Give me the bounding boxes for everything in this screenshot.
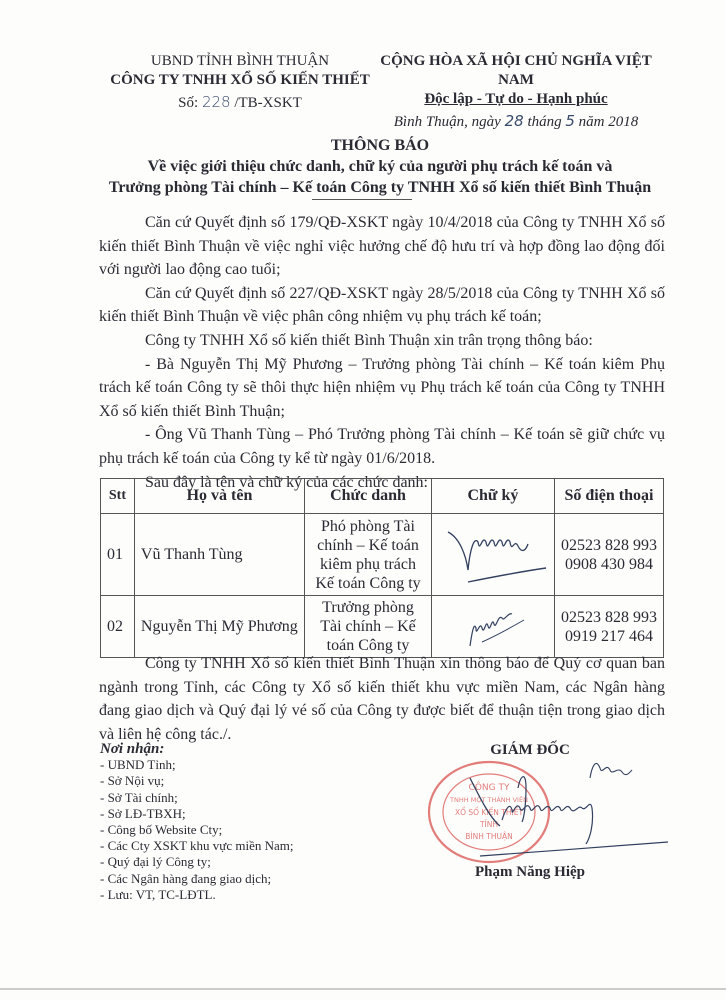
paragraph: - Ông Vũ Thanh Tùng – Phó Trưởng phòng Tài chính – Kế toán sẽ giữ chức vụ phụ trách kế toán của Công ty kể từ ngày 01/6/2018. bbox=[99, 426, 665, 467]
closing-text bbox=[99, 652, 665, 746]
column-header: Họ và tên bbox=[134, 479, 304, 514]
company-name bbox=[100, 71, 380, 90]
document-number-suffix: /TB-XSKT bbox=[234, 95, 302, 111]
title-line: Tài chính – Kế bbox=[320, 618, 416, 635]
title-line: Phó phòng Tài bbox=[321, 517, 415, 535]
closing-paragraph: Công ty TNHH Xổ số kiến thiết Bình Thuận xin thông báo để Quý cơ quan ban ngành trong Tỉnh, các Công ty Xổ số kiến thiết khu vực miền Nam, các Ngân hàng đang giao dịch và Quý đại lý vé số của Công ty được biết để thuận tiện trong giao dịch và liên hệ công tác./. bbox=[99, 655, 665, 743]
handwritten-signature-1 bbox=[438, 520, 548, 590]
recipient-item: - Sở Tài chính; bbox=[100, 789, 178, 805]
column-header: Stt bbox=[101, 479, 135, 514]
row-stt: 02 bbox=[101, 596, 135, 658]
recipient-item: - Các Cty XSKT khu vực miền Nam; bbox=[100, 838, 294, 854]
title-subtitle-line2: Trưởng phòng Tài chính – Kế toán Công ty TNHH Xổ số kiến thiết Bình Thuận bbox=[108, 179, 652, 196]
year-label: năm 2018 bbox=[578, 114, 639, 130]
phone-number: 0919 217 464 bbox=[564, 627, 653, 645]
signer-position: GIÁM ĐỐC bbox=[490, 742, 570, 758]
column-header: Số điện thoại bbox=[554, 479, 663, 514]
stamp-line: XỔ SỐ KIẾN THIẾT bbox=[454, 808, 524, 817]
row-title bbox=[305, 514, 432, 596]
title-line: toán Công ty bbox=[326, 637, 410, 654]
row-stt: 01 bbox=[101, 514, 135, 596]
row-phones bbox=[554, 514, 663, 596]
table-header-row bbox=[101, 479, 664, 514]
authority-name: UBND TỈNH BÌNH THUẬN bbox=[150, 53, 330, 69]
recipient-item: - Công bố Website Cty; bbox=[100, 822, 223, 838]
document-number-value: 228 bbox=[201, 93, 231, 111]
table-row bbox=[101, 514, 664, 596]
stamp-line: CÔNG TY bbox=[468, 783, 510, 793]
column-header: Chữ ký bbox=[431, 479, 554, 514]
row-phones bbox=[554, 596, 663, 658]
month-label: tháng bbox=[527, 114, 562, 130]
document-number bbox=[100, 93, 380, 113]
place-date bbox=[366, 112, 666, 132]
handwritten-signature-2 bbox=[448, 602, 538, 652]
title-subtitle-line1: Về việc giới thiệu chức danh, chữ ký của người phụ trách kế toán và bbox=[147, 158, 613, 175]
date-day: 28 bbox=[504, 112, 524, 130]
recipient-item: - Lưu: VT, TC-LĐTL. bbox=[100, 886, 216, 902]
body-text bbox=[99, 211, 665, 494]
title-line: Trưởng phòng bbox=[322, 599, 414, 616]
stamp-line: TNHH MỘT THÀNH VIÊN bbox=[450, 796, 528, 804]
title-line: chính – Kế toán bbox=[317, 536, 419, 554]
company-name-text: CÔNG TY TNHH XỔ SỐ KIẾN THIẾT bbox=[110, 72, 370, 88]
phone-number: 02523 828 993 bbox=[560, 536, 657, 554]
phone-number: 0908 430 984 bbox=[564, 555, 653, 573]
row-title bbox=[305, 596, 432, 658]
recipient-item: - Quý đại lý Công ty; bbox=[100, 854, 211, 870]
date-month: 5 bbox=[565, 112, 575, 130]
recipient-item: - Sở Nội vụ; bbox=[100, 773, 165, 789]
director-signature bbox=[440, 748, 670, 868]
stamp-line: TỈNH bbox=[479, 820, 499, 829]
title-line: kiêm phụ trách bbox=[320, 555, 416, 573]
document-number-label: Số: bbox=[178, 95, 199, 111]
row-name: Nguyễn Thị Mỹ Phương bbox=[134, 596, 304, 658]
national-header bbox=[366, 52, 666, 132]
row-signature bbox=[431, 514, 554, 596]
title-line: Kế toán Công ty bbox=[315, 574, 421, 592]
issuer-header bbox=[100, 52, 380, 113]
recipient-item: - UBND Tỉnh; bbox=[100, 757, 176, 773]
recipients-heading: Nơi nhận: bbox=[100, 741, 165, 757]
page-edge-divider bbox=[0, 988, 726, 990]
phone-number: 02523 828 993 bbox=[560, 608, 657, 626]
row-name: Vũ Thanh Tùng bbox=[134, 514, 304, 596]
date-prefix: Bình Thuận, ngày bbox=[393, 114, 501, 130]
title-divider bbox=[312, 199, 412, 200]
national-motto: Độc lập - Tự do - Hạnh phúc bbox=[424, 91, 608, 107]
paragraph: - Bà Nguyễn Thị Mỹ Phương – Trưởng phòng Tài chính – Kế toán kiêm Phụ trách kế toán Công ty sẽ thôi thực hiện nhiệm vụ Phụ trách kế toán của Công ty TNHH Xổ số kiến thiết Bình Thuận; bbox=[99, 355, 665, 420]
nation-name: CỘNG HÒA XÃ HỘI CHỦ NGHĨA VIỆT NAM bbox=[380, 53, 652, 88]
paragraph: Căn cứ Quyết định số 179/QĐ-XSKT ngày 10/4/2018 của Công ty TNHH Xổ số kiến thiết Bình Thuận về việc nghỉ việc hưởng chế độ hưu trí và hợp đồng lao động đối với người lao động cao tuổi; bbox=[99, 214, 665, 279]
signature-table bbox=[100, 478, 664, 658]
column-header: Chức danh bbox=[305, 479, 432, 514]
recipient-item: - Sở LĐ-TBXH; bbox=[100, 805, 186, 821]
recipients-list bbox=[100, 741, 350, 903]
signer-name: Phạm Năng Hiệp bbox=[474, 864, 585, 880]
table-row bbox=[101, 596, 664, 658]
recipient-item: - Các Ngân hàng đang giao dịch; bbox=[100, 870, 272, 886]
stamp-line: BÌNH THUẬN bbox=[465, 832, 513, 841]
title-heading: THÔNG BÁO bbox=[330, 137, 430, 154]
document-title bbox=[100, 135, 660, 198]
paragraph: Căn cứ Quyết định số 227/QĐ-XSKT ngày 28/5/2018 của Công ty TNHH Xổ số kiến thiết Bình Thuận về việc phân công nhiệm vụ phụ trách kế toán; bbox=[99, 284, 665, 326]
paragraph: Sau đây là tên và chữ ký của các chức danh: bbox=[145, 473, 428, 491]
paragraph: Công ty TNHH Xổ số kiến thiết Bình Thuận xin trân trọng thông báo: bbox=[145, 331, 593, 349]
row-signature bbox=[431, 596, 554, 658]
